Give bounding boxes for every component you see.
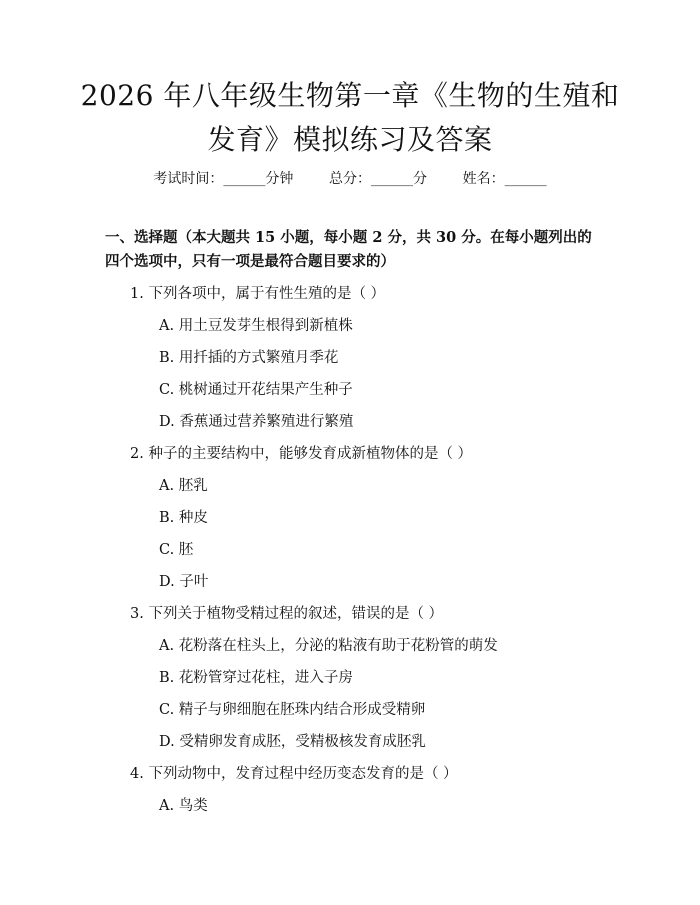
question-1: 1. 下列各项中，属于有性生殖的是（ ） [130,286,386,302]
question-3-option-b: B. 花粉管穿过花柱，进入子房 [159,670,353,686]
time-label: 考试时间： [153,171,224,187]
score-blank: ______ [371,171,413,187]
question-1-option-b: B. 用扦插的方式繁殖月季花 [159,350,339,366]
exam-meta [0,168,700,188]
time-blank: ______ [223,171,266,187]
question-3-option-c: C. 精子与卵细胞在胚珠内结合形成受精卵 [159,702,426,718]
question-1-option-d: D. 香蕉通过营养繁殖进行繁殖 [159,414,354,430]
question-2-option-d: D. 子叶 [159,574,209,590]
time-unit: 分钟 [265,171,294,187]
name-label: 姓名： [462,171,505,187]
question-2-option-c: C. 胚 [159,542,194,558]
question-3-option-d: D. 受精卵发育成胚，受精极核发育成胚乳 [159,734,426,750]
score-unit: 分 [413,171,427,187]
question-2-option-a: A. 胚乳 [159,478,208,494]
question-3-option-a: A. 花粉落在柱头上，分泌的粘液有助于花粉管的萌发 [159,638,498,654]
exam-title: 2026 年八年级生物第一章《生物的生殖和发育》模拟练习及答案 [80,79,620,156]
name-blank: ______ [504,171,547,187]
question-4-option-a: A. 鸟类 [159,798,208,814]
question-1-option-a: A. 用土豆发芽生根得到新植株 [159,318,353,334]
question-4: 4. 下列动物中，发育过程中经历变态发育的是（ ） [130,766,458,782]
question-3: 3. 下列关于植物受精过程的叙述，错误的是（ ） [130,606,444,622]
section-heading: 一、选择题（本大题共 15 小题，每小题 2 分，共 30 分。在每小题列出的四个选项中，只有一项是最符合题目要求的） [105,229,592,270]
score-label: 总分： [329,171,371,187]
question-2: 2. 种子的主要结构中，能够发育成新植物体的是（ ） [130,446,473,462]
question-1-option-c: C. 桃树通过开花结果产生种子 [159,382,353,398]
question-2-option-b: B. 种皮 [159,510,208,526]
